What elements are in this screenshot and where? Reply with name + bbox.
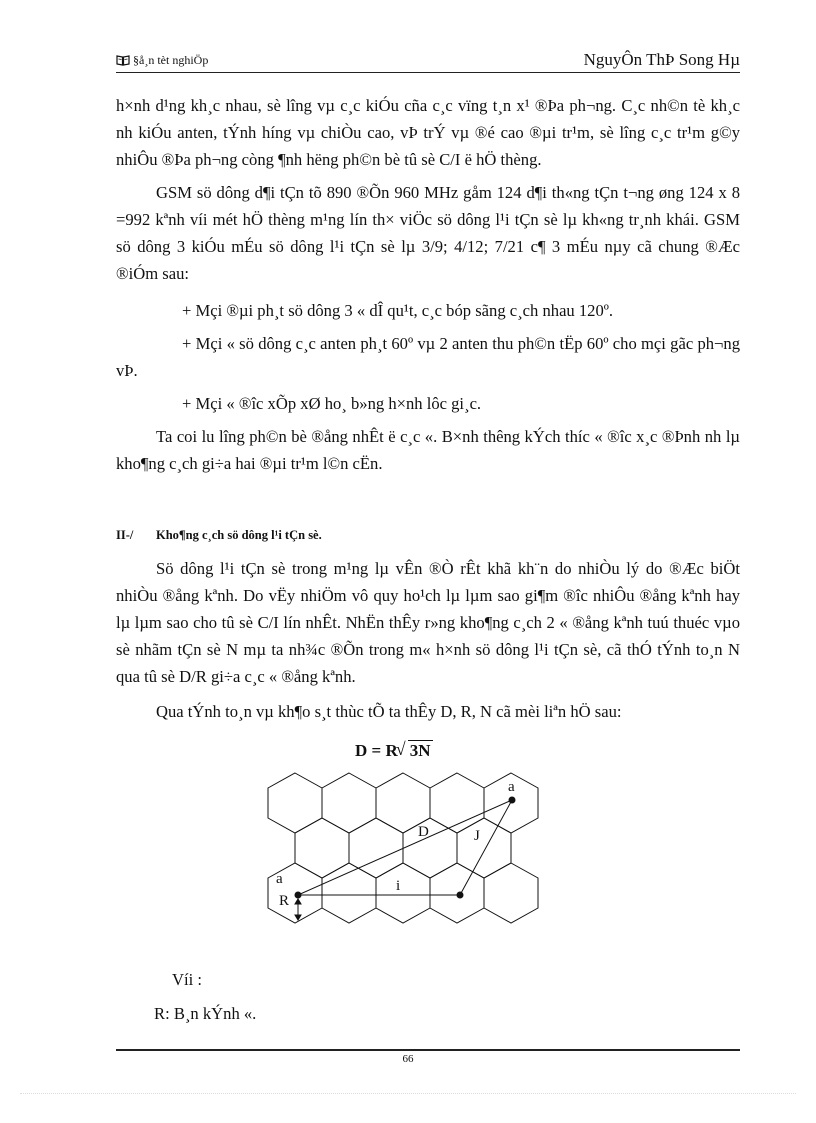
page-header — [116, 48, 740, 72]
book-icon — [116, 55, 130, 66]
heading-number: II-/ — [116, 528, 134, 542]
paragraph-4: Sö dông l¹i tÇn sè trong m¹ng lµ vÊn ®Ò rÊt khã kh¨n do nhiÒu lý do ®Æc biÖt nhiÒu ®ång kªnh. Do vËy nhiÖm vô quy ho¹ch lµ lµm sao gi¶m ®îc nhiÔu ®ång kªnh hay lµ lµm sao cho tû sè C/I lín nhÊt. NhËn thÊy r»ng kho¶ng c¸ch 2 « ®ång kªnh tuú thuéc vµo sè nhãm tÇn sè N mµ ta nh¾c ®Õn trong m« h×nh sö dông l¹i tÇn sè, cã thÓ tÝnh to¸n N qua tû sè D/R gi÷a c¸c « ®ång kªnh. — [116, 559, 740, 686]
header-author: NguyÔn ThÞ Song Hµ — [583, 50, 740, 69]
header-left-text: §å¸n tèt nghiÖp — [133, 53, 209, 67]
paragraph-1: h×nh d¹ng kh¸c nhau, sè lîng vµ c¸c kiÓu cña c¸c vïng t¸n x¹ ®Þa ph¬ng. C¸c nh©n tè kh¸c nh kiÓu anten, tÝnh híng vµ chiÒu cao, vÞ trÝ vµ ®é cao ®µi tr¹m, sè lîng c¸c tr¹m g©y nhiÔu ®Þa ph¬ng còng ¶nh hëng ph©n bè tû sè C/I ë hÖ thèng. — [116, 96, 740, 169]
definition-R — [154, 1000, 454, 1027]
page-number: 66 — [402, 1053, 414, 1065]
bullet-3: + Mçi « ®îc xÕp xØ ho¸ b»ng h×nh lôc gi¸c. — [182, 394, 482, 413]
connection-lines — [298, 800, 512, 895]
label-R: R — [279, 893, 290, 909]
hexagon-cell-diagram — [262, 768, 547, 928]
formula-radicand: 3N — [409, 741, 431, 760]
formula — [355, 741, 433, 761]
label-J: J — [474, 828, 480, 844]
cell-center-right — [457, 892, 464, 899]
bullet-1: + Mçi ®µi ph¸t sö dông 3 « dÎ qu¹t, c¸c bóp sãng c¸ch nhau 120º. — [182, 301, 614, 320]
header-left — [116, 53, 208, 68]
sqrt-symbol: √ 3N — [395, 739, 431, 760]
label-a-left: a — [276, 871, 283, 887]
paragraph-5: Qua tÝnh to¸n vµ kh¶o s¸t thùc tÕ ta thÊy D, R, N cã mèi liªn hÖ sau: — [156, 702, 622, 721]
footer-rule — [116, 1049, 740, 1051]
paragraph-6: Víi : — [172, 970, 202, 989]
page-bottom-edge — [20, 1093, 796, 1094]
paragraph-2: GSM sö dông d¶i tÇn tõ 890 ®Õn 960 MHz gåm 124 d¶i th«ng tÇn t¬ng øng 124 x 8 =992 kªnh víi mét hÖ thèng m¹ng lín th× viÖc sö dông l¹i tÇn sè lµ kh«ng tr¸nh khái. GSM sö dông 3 kiÓu mÉu sö dông l¹i tÇn sè lµ 3/9; 4/12; 7/21 c¶ 3 mÉu nµy cã chung ®Æc ®iÓm sau: — [116, 183, 740, 283]
section-heading — [116, 528, 322, 543]
with-label — [172, 966, 472, 993]
cell-center-left — [295, 892, 302, 899]
header-rule — [116, 72, 740, 73]
body-block-1 — [116, 92, 740, 477]
cell-center-top — [509, 797, 516, 804]
body-block-2 — [116, 555, 740, 725]
bullet-2: + Mçi « sö dông c¸c anten ph¸t 60º vµ 2 anten thu ph©n tËp 60º cho mçi gãc ph¬ng vÞ. — [116, 334, 740, 380]
formula-lhs: D = R — [355, 741, 398, 760]
heading-text: Kho¶ng c¸ch sö dông l¹i tÇn sè. — [156, 528, 322, 542]
label-a-top: a — [508, 779, 515, 795]
paragraph-7: R: B¸n kÝnh «. — [154, 1004, 257, 1023]
label-i: i — [396, 878, 401, 894]
radius-arrow — [295, 899, 301, 920]
paragraph-3: Ta coi lu lîng ph©n bè ®ång nhÊt ë c¸c «. B×nh thêng kÝch thíc « ®îc x¸c ®Þnh nh lµ kho¶ng c¸ch gi÷a hai ®µi tr¹m l©n cËn. — [116, 427, 740, 473]
label-D: D — [418, 824, 429, 840]
